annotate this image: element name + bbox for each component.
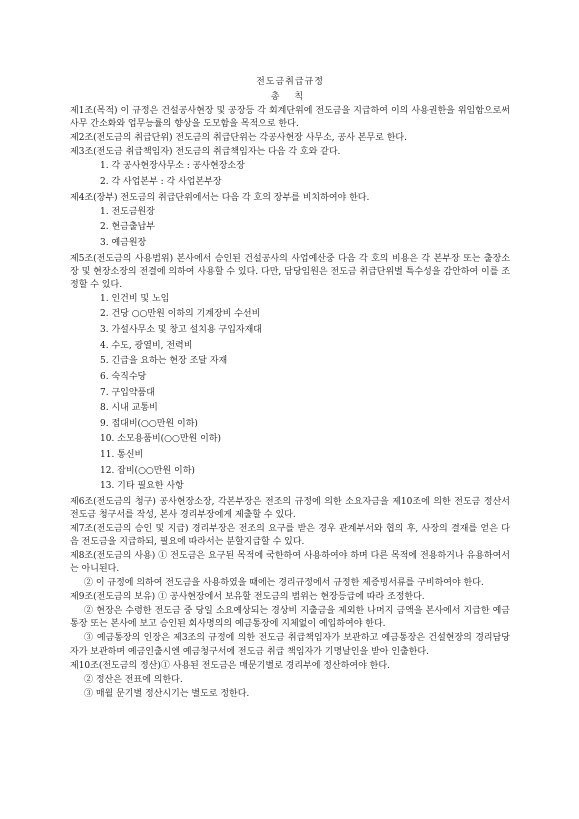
- article-5-item: 6. 숙직수당: [100, 371, 147, 382]
- article-3-item: 2. 각 사업본부 : 각 사업본부장: [100, 176, 222, 187]
- article-3-item: 1. 각 공사현장사무소 : 공사현장소장: [100, 161, 245, 172]
- article-5-item: 1. 인건비 및 노임: [100, 293, 170, 304]
- article-3: 제3조(전도금 취급책임자) 전도금의 취급책임자는 다음 각 호와 같다.: [70, 147, 341, 158]
- article-6: 제6조(전도금의 청구) 공사현장소장, 각본부장은 전조의 규정에 의한 소요자금을 제10조에 의한 전도금 정산서 전도금 청구서를 작성, 본사 경리부장에게 제출할 수 있다.: [70, 497, 510, 521]
- article-9-clause-2: ② 현장은 수령한 전도금 중 당일 소요예상되는 경상비 지출금을 제외한 나머지 금액을 본사에서 지급한 예금통장 또는 본사에 보고 승인된 회사명의의 예금통장에 지체없이 예입하여야 한다.: [70, 606, 510, 630]
- article-5-item: 11. 통신비: [100, 450, 144, 461]
- article-8-clause-2: ② 이 규정에 의하여 전도금을 사용하였을 때에는 경리규정에서 규정한 제증빙서류를 구비하여야 한다.: [84, 578, 484, 589]
- document-title: 전도금취급규정: [256, 77, 324, 87]
- article-7: 제7조(전도금의 승인 및 지급) 경리부장은 전조의 요구를 받은 경우 관계부서와 협의 후, 사장의 결재를 얻은 다음 전도금을 지급하되, 필요에 따라서는 분할지급할 수 있다.: [70, 524, 510, 548]
- article-2: 제2조(전도금의 취급단위) 전도금의 취급단위는 각공사현장 사무소, 공사 본무로 한다.: [70, 133, 407, 144]
- article-5-item: 4. 수도, 광열비, 전력비: [100, 340, 193, 351]
- article-5-item: 7. 구입약품대: [100, 387, 155, 398]
- article-4-item: 1. 전도금원장: [100, 206, 155, 217]
- article-5-item: 8. 시내 교통비: [100, 403, 158, 414]
- document-body: [70, 76, 510, 702]
- section-heading: 총 칙: [270, 92, 310, 103]
- article-8: 제8조(전도금의 사용) ① 전도금은 요구된 목적에 국한하여 사용하여야 하며 다른 목적에 전용하거나 유용하여서는 아니된다.: [70, 551, 510, 575]
- article-4-item: 3. 예금원장: [100, 237, 147, 248]
- article-10-clause-3: ③ 매월 문기별 정산시기는 별도로 정한다.: [84, 688, 250, 699]
- article-5-item: 13. 기타 필요한 사항: [100, 481, 184, 492]
- article-5-item: 3. 가설사무소 및 창고 설치용 구입자재대: [100, 324, 262, 335]
- article-5-item: 5. 긴급을 요하는 현장 조달 자재: [100, 356, 228, 367]
- article-10-clause-2: ② 정산은 전표에 의한다.: [84, 674, 183, 685]
- article-5-item: 2. 건당 ○○만원 이하의 기계장비 수선비: [100, 309, 261, 320]
- article-4-item: 2. 현금출납부: [100, 222, 155, 233]
- article-4: 제4조(장부) 전도금의 취급단위에서는 다음 각 호의 장부를 비치하여야 한다.: [70, 192, 370, 203]
- article-5: 제5조(전도금의 사용범위) 본사에서 승인된 건설공사의 사업예산중 다음 각 호의 비용은 각 본부장 또는 출장소장 및 현장소장의 전결에 의하여 사용할 수 있다. 다만, 담당임원은 전도금 취급단위별 특수성을 감안하여 이를 조정할 수 있다.: [70, 253, 510, 290]
- article-9: 제9조(전도금의 보유) ① 공사현장에서 보유할 전도금의 범위는 현장등급에 따라 조정한다.: [70, 592, 425, 603]
- article-5-item: 12. 잡비(○○만원 이하): [100, 465, 195, 476]
- article-1: 제1조(목적) 이 규정은 건설공사현장 및 공장등 각 회계단위에 전도금을 지급하여 이의 사용권한을 위임함으로써 사무 간소화와 업무능률의 향상을 도모함을 목적으로 한다.: [70, 106, 510, 130]
- article-9-clause-3: ③ 예금통장의 인장은 제3조의 규정에 의한 전도금 취급책임자가 보관하고 예금통장은 건설현장의 경리담당자가 보관하며 예금인출시엔 예금청구서에 전도금 취급 책임자가 기명날인을 받아 인출한다.: [70, 633, 510, 657]
- article-5-item: 9. 접대비(○○만원 이하): [100, 418, 198, 429]
- article-10: 제10조(전도금의 정산)① 사용된 전도금은 매문기별로 경리부에 정산하여야 한다.: [70, 660, 390, 671]
- article-5-item: 10. 소모용품비(○○만원 이하): [100, 434, 222, 445]
